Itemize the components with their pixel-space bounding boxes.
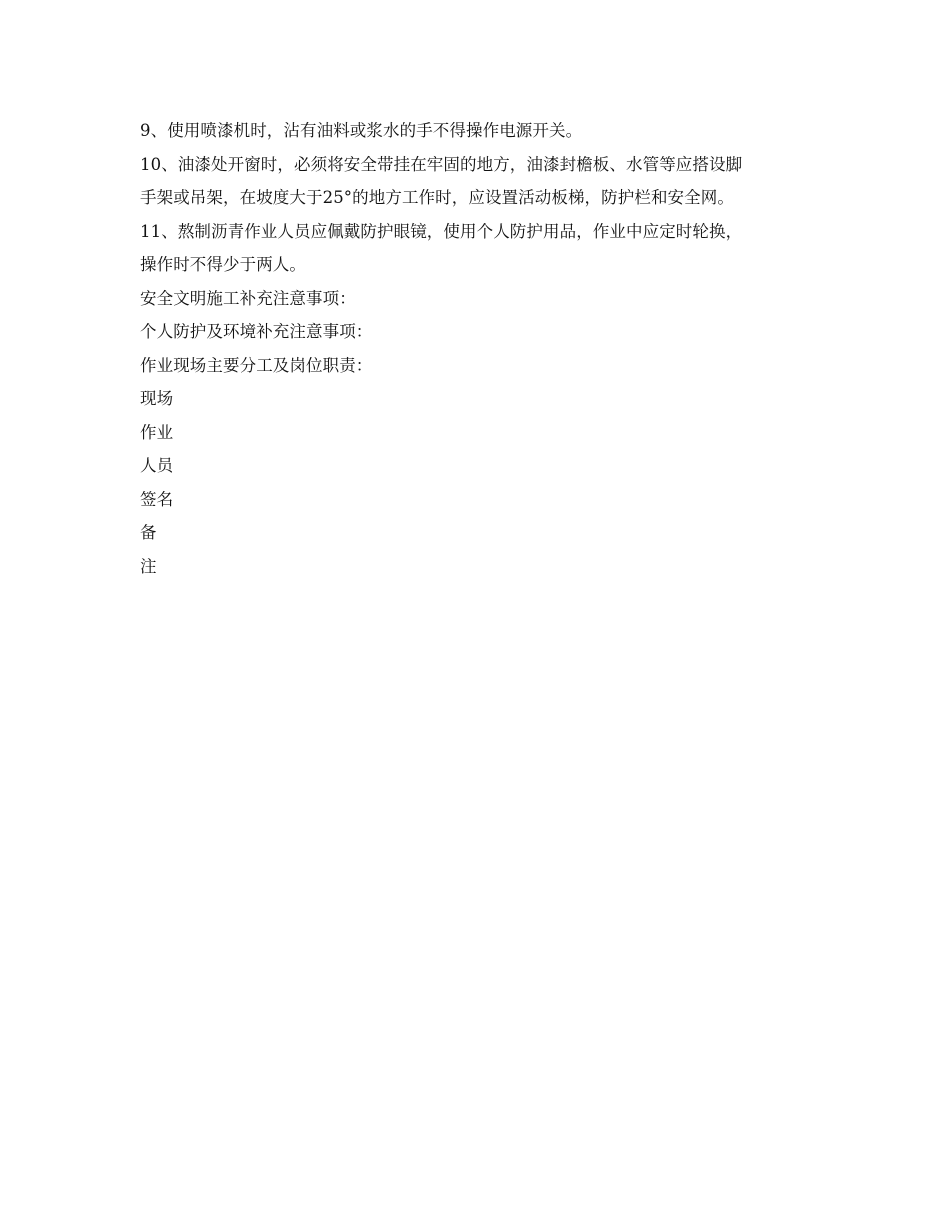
personal-protection-heading: 个人防护及环境补充注意事项： bbox=[140, 322, 373, 341]
remarks-label-1: 备 bbox=[140, 523, 157, 542]
rule-9-line: 9、使用喷漆机时，沾有油料或浆水的手不得操作电源开关。 bbox=[140, 121, 583, 140]
rule-10-line-1: 10、油漆处开窗时，必须将安全带挂在牢固的地方，油漆封檐板、水管等应搭设脚 bbox=[140, 154, 743, 174]
rule-11-line-1: 11、熬制沥青作业人员应佩戴防护眼镜，使用个人防护用品，作业中应定时轮换， bbox=[140, 221, 743, 241]
rule-10-line-2: 手架或吊架，在坡度大于25°的地方工作时，应设置活动板梯，防护栏和安全网。 bbox=[140, 188, 734, 207]
signature-label-4: 签名 bbox=[140, 489, 174, 509]
safety-supplement-heading: 安全文明施工补充注意事项： bbox=[140, 288, 356, 308]
signature-label-2: 作业 bbox=[140, 422, 174, 442]
remarks-label-2: 注 bbox=[140, 556, 157, 576]
document-body bbox=[140, 114, 820, 583]
signature-label-1: 现场 bbox=[140, 389, 174, 408]
signature-label-3: 人员 bbox=[140, 456, 174, 475]
job-duties-heading: 作业现场主要分工及岗位职责： bbox=[140, 355, 373, 375]
rule-11-line-2: 操作时不得少于两人。 bbox=[140, 255, 306, 274]
